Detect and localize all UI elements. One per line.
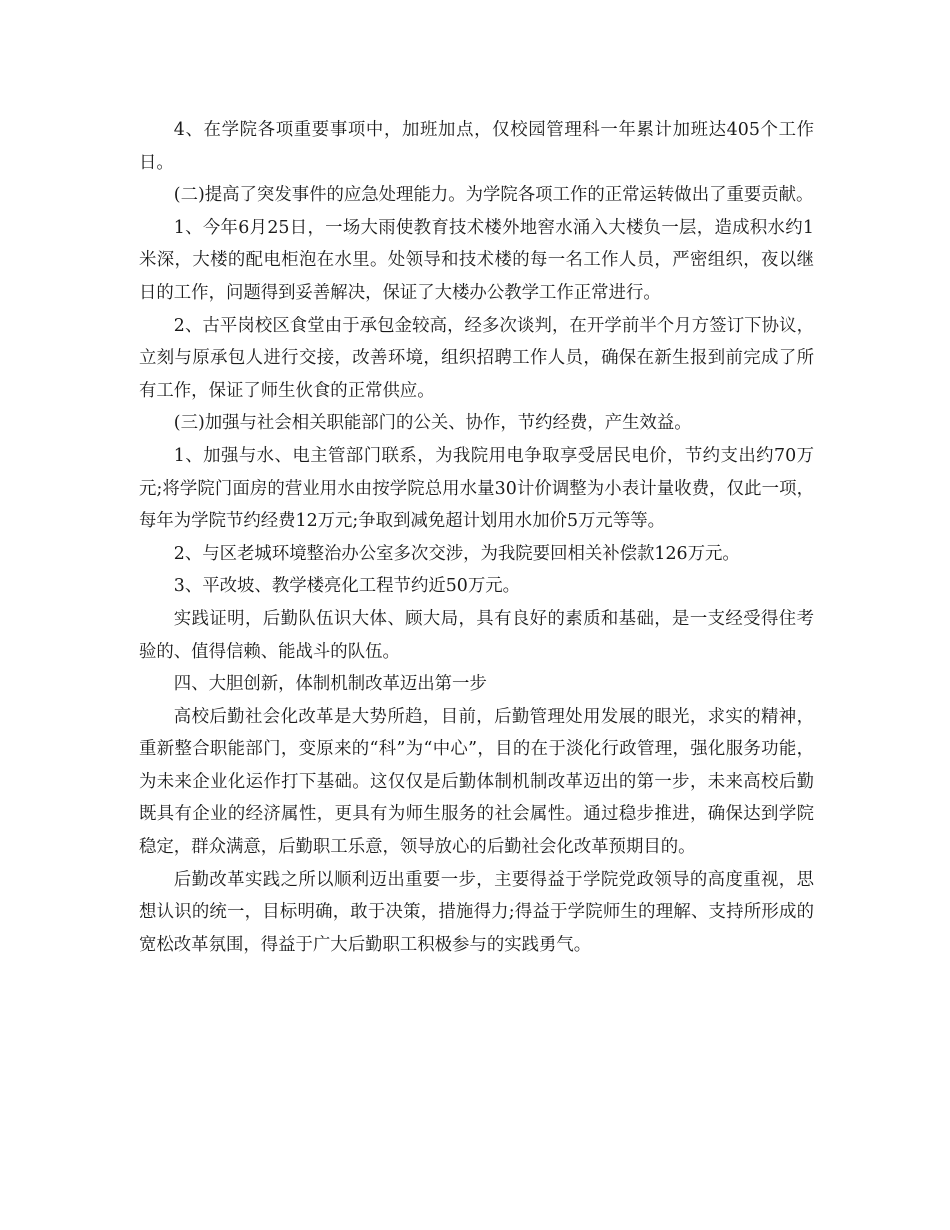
paragraph-section-emergency-handling: (二)提高了突发事件的应急处理能力。为学院各项工作的正常运转做出了重要贡献。 [173, 185, 814, 206]
paragraph-overtime-workdays: 4、在学院各项重要事项中，加班加点，仅校园管理科一年累计加班达405个工作日。 [139, 120, 814, 173]
paragraph-compensation: 2、与区老城环境整治办公室多次交涉，为我院要回相关补偿款126万元。 [173, 543, 740, 564]
paragraph-reform-success-factors: 后勤改革实践之所以顺利迈出重要一步，主要得益于学院党政领导的高度重视，思想认识的统一，目标明确，敢于决策，措施得力;得益于学院师生的理解、支持所形成的宽松改革氛围，得益于广大后勤职工积极参与的实践勇气。 [139, 869, 814, 955]
paragraph-roof-lighting-savings: 3、平改坡、教学楼亮化工程节约近50万元。 [173, 576, 521, 597]
section-heading-reform: 四、大胆创新，体制机制改革迈出第一步 [173, 674, 487, 695]
paragraph-canteen-contract: 2、古平岗校区食堂由于承包金较高，经多次谈判，在开学前半个月方签订下协议，立刻与原承包人进行交接，改善环境，组织招聘工作人员，确保在新生报到前完成了所有工作，保证了师生伙食的正常供应。 [139, 315, 814, 401]
document-body [139, 114, 814, 961]
paragraph-team-evaluation: 实践证明，后勤队伍识大体、顾大局，具有良好的素质和基础，是一支经受得住考验的、值得信赖、能战斗的队伍。 [139, 608, 814, 662]
paragraph-flood-incident: 1、今年6月25日，一场大雨使教育技术楼外地窖水涌入大楼负一层，造成积水约1米深，大楼的配电柜泡在水里。处领导和技术楼的每一名工作人员，严密组织，夜以继日的工作，问题得到妥善解决，保证了大楼办公教学工作正常进行。 [139, 217, 814, 303]
paragraph-utility-savings: 1、加强与水、电主管部门联系，为我院用电争取享受居民电价，节约支出约70万元;将学院门面房的营业用水由按学院总用水量30计价调整为小表计量收费，仅此一项，每年为学院节约经费12万元;争取到减免超计划用水加价5万元等等。 [139, 445, 814, 532]
paragraph-socialization-reform: 高校后勤社会化改革是大势所趋，目前，后勤管理处用发展的眼光，求实的精神，重新整合职能部门，变原来的“科”为“中心”，目的在于淡化行政管理，强化服务功能，为未来企业化运作打下基础。这仅仅是后勤体制机制改革迈出的第一步，未来高校后勤既具有企业的经济属性，更具有为师生服务的社会属性。通过稳步推进，确保达到学院稳定，群众满意，后勤职工乐意，领导放心的后勤社会化改革预期目的。 [139, 706, 814, 858]
paragraph-section-public-relations: (三)加强与社会相关职能部门的公关、协作，节约经费，产生效益。 [173, 413, 692, 434]
